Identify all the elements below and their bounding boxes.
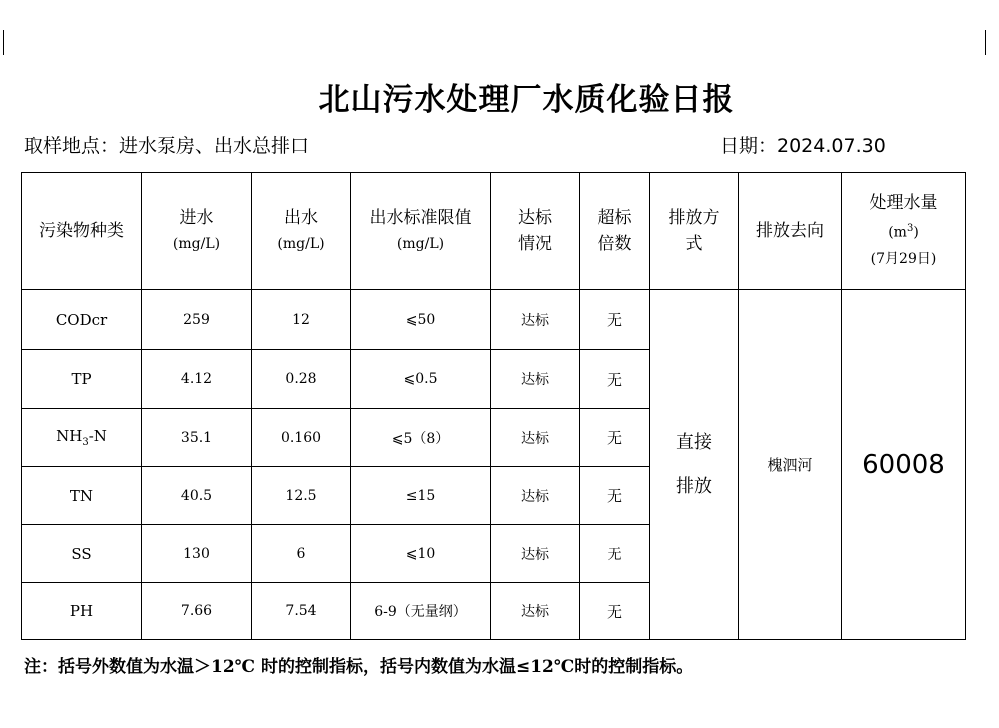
compliance-value: 达标 <box>491 583 580 640</box>
report-title: 北山污水处理厂水质化验日报 <box>318 82 735 118</box>
limit-value: 6-9（无量纲） <box>351 583 491 640</box>
sampling-location: 取样地点：进水泵房、出水总排口 <box>24 135 310 157</box>
pollutant-name: PH <box>22 583 142 640</box>
effluent-value: 6 <box>252 525 351 583</box>
influent-value: 35.1 <box>142 409 252 467</box>
footnote: 注：括号外数值为水温＞12℃ 时的控制指标，括号内数值为水温≤12℃时的控制指标。 <box>24 657 694 677</box>
pollutant-name: TN <box>22 467 142 525</box>
effluent-value: 7.54 <box>252 583 351 640</box>
exceed-value: 无 <box>580 583 650 640</box>
limit-value: ≤15 <box>351 467 491 525</box>
exceed-value: 无 <box>580 290 650 350</box>
influent-value: 130 <box>142 525 252 583</box>
corner-mark-left <box>3 30 4 55</box>
pollutant-name: CODcr <box>22 290 142 350</box>
limit-value: ⩽0.5 <box>351 350 491 409</box>
table-row <box>22 290 966 350</box>
exceed-value: 无 <box>580 350 650 409</box>
treated-volume-merged: 60008 <box>842 290 966 640</box>
exceed-value: 无 <box>580 409 650 467</box>
discharge-mode-merged: 直接 排放 <box>650 290 739 640</box>
compliance-value: 达标 <box>491 350 580 409</box>
header-exceed: 超标 倍数 <box>580 173 650 290</box>
header-compliance: 达标 情况 <box>491 173 580 290</box>
compliance-value: 达标 <box>491 467 580 525</box>
header-row <box>22 173 966 290</box>
corner-mark-right <box>985 30 986 55</box>
effluent-value: 12 <box>252 290 351 350</box>
header-effluent: 出水 (mg/L) <box>252 173 351 290</box>
header-pollutant: 污染物种类 <box>22 173 142 290</box>
discharge-dest-merged: 槐泗河 <box>739 290 842 640</box>
compliance-value: 达标 <box>491 290 580 350</box>
header-discharge-dest: 排放去向 <box>739 173 842 290</box>
header-limit: 出水标准限值 (mg/L) <box>351 173 491 290</box>
header-influent: 进水 (mg/L) <box>142 173 252 290</box>
limit-value: ⩽5（8） <box>351 409 491 467</box>
limit-value: ⩽10 <box>351 525 491 583</box>
limit-value: ⩽50 <box>351 290 491 350</box>
influent-value: 40.5 <box>142 467 252 525</box>
effluent-value: 12.5 <box>252 467 351 525</box>
pollutant-name: SS <box>22 525 142 583</box>
pollutant-name: TP <box>22 350 142 409</box>
exceed-value: 无 <box>580 467 650 525</box>
influent-value: 4.12 <box>142 350 252 409</box>
compliance-value: 达标 <box>491 409 580 467</box>
exceed-value: 无 <box>580 525 650 583</box>
effluent-value: 0.160 <box>252 409 351 467</box>
effluent-value: 0.28 <box>252 350 351 409</box>
compliance-value: 达标 <box>491 525 580 583</box>
header-discharge-mode: 排放方 式 <box>650 173 739 290</box>
pollutant-name: $NH_3-N$ <box>22 409 142 467</box>
influent-value: 7.66 <box>142 583 252 640</box>
report-date: 日期：2024.07.30 <box>720 135 886 157</box>
water-quality-table <box>21 172 966 640</box>
influent-value: 259 <box>142 290 252 350</box>
header-volume: 处理水量 $(m^3)$ (7月29日) <box>842 173 966 290</box>
